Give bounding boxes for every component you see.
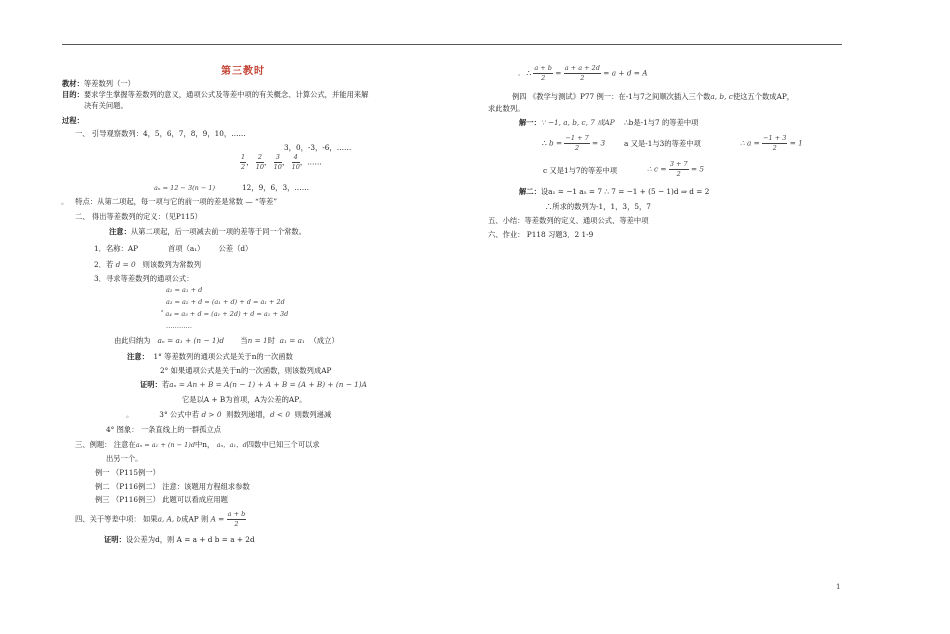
item-2: 2．若 d = 0 则该数列为常数列 <box>94 260 201 269</box>
proof-2: 证明：设公差为d，则 A = a + d b = a + 2d <box>104 535 255 544</box>
fraction: $\frac{3 + 7}{2}$ <box>669 160 688 178</box>
fraction: $\frac{1}{2}$ <box>241 153 246 171</box>
process-label: 过程： <box>62 116 84 125</box>
example-3: 例三 （P116例三） 此题可以看成应用题 <box>95 495 228 504</box>
proof-line: 证明：若aₙ = An + B = A(n − 1) + A + B = (A + B) + (n − 1)A <box>140 380 367 389</box>
proof-conclusion: 它是以A + B为首项，A为公差的AP。 <box>182 395 307 404</box>
fraction: $\frac{a + b}{2}$ <box>227 510 246 528</box>
example-4: 例四 《教学与测试》P77 例一：在-1与7之间顺次插入三个数a, b, c使这五个数成AP， <box>512 92 795 101</box>
section-1: 一、 引导观察数列：4，5，6，7，8，9，10，…… <box>75 129 246 138</box>
sequence-2: 3，0，-3，-6，…… <box>284 143 352 152</box>
section-6: 六、作业： P118 习题3．2 1-9 <box>488 230 594 239</box>
example-2: 例二 （P116例二） 注意：该题用方程组求参数 <box>95 482 250 491</box>
example-4-line-2: 求此数列。 <box>488 104 525 113</box>
solution-1-c: ∴ c = $\frac{3 + 7}{2}$ = 5 <box>647 160 705 178</box>
fraction: $\frac{4}{10}$ <box>291 153 300 171</box>
fraction: $\frac{a + b}{2}$ <box>534 64 552 82</box>
feature-line: 。 特点：从第二项起，每一项与它的前一项的差是常数 — “等差” <box>61 197 278 206</box>
solution-1-a-text: a 又是-1与3的等差中项 <box>624 139 701 148</box>
section-3-line-2: 出另一个。 <box>106 454 143 463</box>
page-title: 第三教时 <box>221 66 265 77</box>
sequence-3: $\frac{1}{2}$ ， $\frac{2}{10}$ ， $\frac{3}{10}$ ， $\frac{4}{10}$ ，…… <box>241 153 322 171</box>
fraction: $\frac{-1 + 3}{2}$ <box>763 134 787 152</box>
item-3: 3．寻求等差数列的通项公式： <box>94 274 194 283</box>
note-2-1: 注意： 1° 等差数列的通项公式是关于n的一次函数 <box>127 352 293 361</box>
solution-1-a: ∴ a = $\frac{-1 + 3}{2}$ = 1 <box>740 134 803 152</box>
solution-1-line-1: 解一：∵ −1, a, b, c, 7 成AP ∴b是-1与7 的等差中项 <box>519 118 699 127</box>
section-2: 二、 得出等差数列的定义：（见P115） <box>75 212 202 221</box>
formula-a3: a₃ = a₂ + d = (a₁ + d) + d = a₁ + 2d <box>166 298 285 306</box>
mean-conclusion: 。 ∴ $\frac{a + b}{2}$ = $\frac{a + a + 2d}{2}$ = a + d = A <box>518 64 648 82</box>
section-5: 五、小结：等差数列的定义、通项公式、等差中项 <box>488 216 649 225</box>
section-3: 三、例题： 注意在aₙ = a₁ + (n − 1)d中n， aₙ，a₁，d四数中已知三个可以求 <box>75 440 320 449</box>
formula-a2: a₂ = a₁ + d <box>166 286 203 294</box>
topic-line: 教材：等差数列（一） <box>62 79 135 88</box>
header-rule <box>62 44 842 45</box>
note-2-2: 2° 如果通项公式是关于n的一次函数，则该数列成AP <box>160 366 332 375</box>
section-4: 四、关于等差中项： 如果a, A, b成AP 则 A = $\frac{a + b}{2}$ <box>75 510 246 528</box>
note-2-3: 。 3° 公式中若 d > 0 则数列递增，d < 0 则数列递减 <box>126 410 332 419</box>
solution-2: 解二：设a₁ = −1 a₅ = 7 ∴ 7 = −1 + (5 − 1)d ⇒ d = 2 <box>519 187 710 196</box>
fraction: $\frac{-1 + 7}{2}$ <box>565 134 589 152</box>
goal-line: 目的：要求学生掌握等差数列的意义，通项公式及等差中项的有关概念、计算公式，并能用来解 <box>62 90 369 99</box>
item-1: 1．名称：AP 首项（a₁） 公差（d） <box>94 244 253 253</box>
note-2-4: 4° 图象： 一条直线上的一群孤立点 <box>106 425 222 434</box>
formula-a4: ˚ a₄ = a₃ + d = (a₁ + 2d) + d = a₁ + 3d <box>160 310 289 318</box>
solution-2-result: ∴所求的数列为-1，1，3，5，7 <box>545 202 651 211</box>
fraction: $\frac{2}{10}$ <box>255 153 265 171</box>
fraction: $\frac{3}{10}$ <box>273 153 282 171</box>
sequence-4-formula: aₙ = 12 − 3(n − 1) <box>154 184 216 192</box>
example-1: 例一 （P115例一） <box>95 468 160 477</box>
solution-1-b: ∴ b = $\frac{-1 + 7}{2}$ = 3 <box>542 134 606 152</box>
formula-dots: ………… <box>166 322 192 330</box>
sequence-4: 12，9，6，3，…… <box>242 183 309 192</box>
solution-1-c-text: c 又是1与7的等差中项 <box>543 166 618 175</box>
induction-line: 由此归纳为 aₙ = a₁ + (n − 1)d 当n = 1时 a₁ = a₁ （成立） <box>114 336 339 345</box>
fraction: $\frac{a + a + 2d}{2}$ <box>564 64 600 82</box>
page-number: 1 <box>836 583 841 591</box>
goal-line-2: 决有关问题。 <box>84 101 128 110</box>
note-line: 注意：从第二项起，后一项减去前一项的差等于同一个常数。 <box>109 227 307 236</box>
